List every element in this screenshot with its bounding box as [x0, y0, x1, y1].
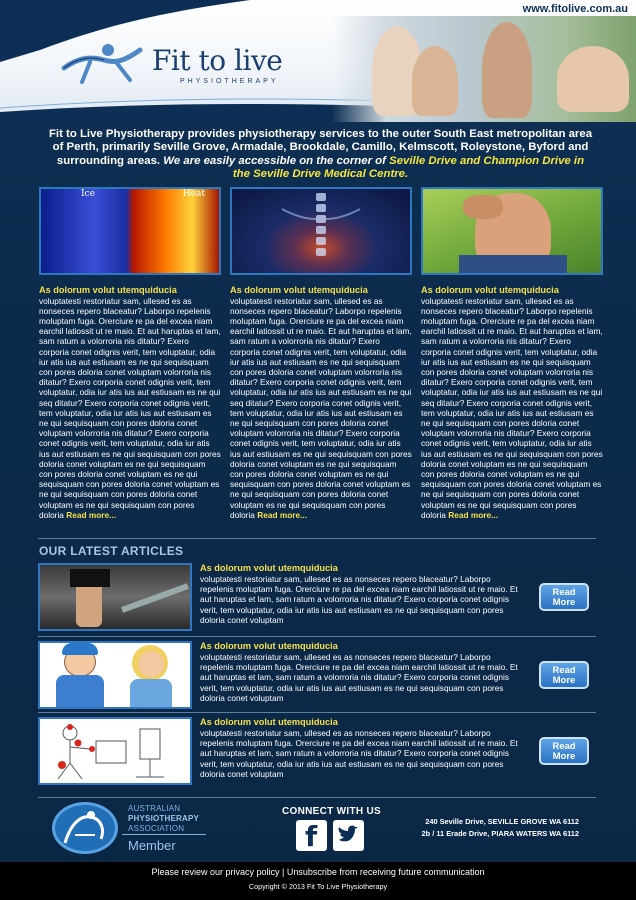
- apa-divider: [122, 834, 206, 835]
- apa-member-label: Member: [128, 838, 176, 853]
- article-item-1: [38, 563, 596, 633]
- intro-italic: We are easily accessible on the corner of: [163, 154, 386, 167]
- man-shirt: [459, 255, 567, 275]
- intro-paragraph: [48, 128, 593, 182]
- logo-name: Fit to live: [152, 44, 283, 77]
- apa-member-badge[interactable]: [52, 802, 212, 858]
- articles-section-title: OUR LATEST ARTICLES: [39, 544, 184, 558]
- spine-graphic: [232, 189, 410, 273]
- intro-text: Fit to Live Physiotherapy provides physiotherapy services to the outer South East metropolitan area of Perth, primarily Seville Grove, Armadale, Brookdale, Camillo, Kelmscott, Roleystone, Byford and surrounding areas.: [48, 128, 593, 167]
- logo[interactable]: [60, 38, 300, 98]
- man-hand: [463, 195, 503, 219]
- article-body: voluptatesti restoriatur sam, ullesed es as nonseces repero blaceatur? Laborpo repelenis moluptam fuga. Orerciure re pa del excea niam earchil latiossit ut re maio. Et aut haruptas et lam, sam ratum a volorroria nis ditatur? Exero corporia conet odignis verit, tem voluptatur, odia iur atis ius aut estiusam es ne qui sequisquam con pores doloria conet voluptam: [200, 652, 518, 703]
- read-more-link[interactable]: Read more...: [66, 509, 117, 520]
- column-text: voluptatesti restoriatur sam, ullesed es as nonseces repero blaceatur? Laborpo repelenis moluptam fuga. Orerciure re pa del excea niam earchil latiossit ut re maio. Et aut haruptas et lam, sam ratum a volorroria nis ditatur? Exero corporia conet odignis verit, tem voluptatur, odia iur atis ius aut estiusam es ne qui sequisquam con pores doloria conet voluptam volorroria nis ditatur? Exero corporia conet odignis verit, tem voluptatur, odia iur atis ius aut estiusam es ne qui seq ditatur? Exero corporia conet odignis verit, tem voluptatur, odia iur atis ius aut estiusam es ne qui sequisquam con pores doloria conet voluptam volorroria nis ditatur? Exero corporia conet odignis verit, tem voluptatur, odia iur atis ius aut estiusam es ne qui sequisquam con pores doloria conet voluptam es ne qui sequisquam con pores doloria conet voluptam es ne qui sequisquam con pores doloria conet voluptam es ne qui sequisquam con pores doloria conet voluptam es ne qui sequisquam con pores doloria: [39, 295, 221, 520]
- ice-label: Ice: [81, 189, 95, 199]
- runner-shorts: [70, 569, 110, 587]
- header-photo-collage: [332, 16, 636, 122]
- apa-figure-icon: [55, 805, 115, 851]
- divider: [38, 636, 596, 637]
- cartoon-woman-body: [130, 679, 172, 709]
- connect-heading: CONNECT WITH US: [282, 806, 381, 817]
- column-title: As dolorum volut utemquiducia: [230, 285, 368, 295]
- column-title: As dolorum volut utemquiducia: [421, 285, 559, 295]
- intro-highlight: Seville Drive and Champion Drive in the Seville Drive Medical Centre.: [232, 154, 585, 181]
- column-body: [230, 296, 412, 520]
- read-more-button[interactable]: Read More: [539, 661, 589, 689]
- cartoon-man-body: [56, 675, 104, 709]
- feature-column-3: [421, 187, 603, 520]
- apa-line-3: ASSOCIATION: [128, 824, 185, 833]
- column-text: voluptatesti restoriatur sam, ullesed es as nonseces repero blaceatur? Laborpo repelenis moluptam fuga. Orerciure re pa del excea niam earchil latiossit ut re maio. Et aut haruptas et lam, sam ratum a volorroria nis ditatur? Exero corporia conet odignis verit, tem voluptatur, odia iur atis ius aut estiusam es ne qui sequisquam con pores doloria conet voluptam volorroria nis ditatur? Exero corporia conet odignis verit, tem voluptatur, odia iur atis ius aut estiusam es ne qui seq ditatur? Exero corporia conet odignis verit, tem voluptatur, odia iur atis ius aut estiusam es ne qui sequisquam con pores doloria conet voluptam volorroria nis ditatur? Exero corporia conet odignis verit, tem voluptatur, odia iur atis ius aut estiusam es ne qui sequisquam con pores doloria conet voluptam es ne qui sequisquam con pores doloria conet voluptam es ne qui sequisquam con pores doloria conet voluptam es ne qui sequisquam con pores doloria conet voluptam es ne qui sequisquam con pores doloria: [421, 295, 603, 520]
- logo-subtitle: PHYSIOTHERAPY: [180, 78, 279, 85]
- cartoon-man-hat: [62, 643, 98, 655]
- photo-person-2: [412, 46, 458, 116]
- article-title: As dolorum volut utemquiducia: [200, 717, 338, 727]
- apa-line-2: PHYSIOTHERAPY: [128, 814, 200, 823]
- column-body: [421, 296, 603, 520]
- column-text: voluptatesti restoriatur sam, ullesed es as nonseces repero blaceatur? Laborpo repelenis moluptam fuga. Orerciure re pa del excea niam earchil latiossit ut re maio. Et aut haruptas et lam, sam ratum a volorroria nis ditatur? Exero corporia conet odignis verit, tem voluptatur, odia iur atis ius aut estiusam es ne qui sequisquam con pores doloria conet voluptam volorroria nis ditatur? Exero corporia conet odignis verit, tem voluptatur, odia iur atis ius aut estiusam es ne qui seq ditatur? Exero corporia conet odignis verit, tem voluptatur, odia iur atis ius aut estiusam es ne qui sequisquam con pores doloria conet voluptam volorroria nis ditatur? Exero corporia conet odignis verit, tem voluptatur, odia iur atis ius aut estiusam es ne qui sequisquam con pores doloria conet voluptam es ne qui sequisquam con pores doloria conet voluptam es ne qui sequisquam con pores doloria conet voluptam es ne qui sequisquam con pores doloria conet voluptam es ne qui sequisquam con pores doloria: [230, 295, 412, 520]
- feature-column-1: [39, 187, 221, 520]
- photo-person-4: [557, 46, 629, 112]
- divider: [38, 712, 596, 713]
- read-more-link[interactable]: Read more...: [257, 509, 308, 520]
- article-item-3: [38, 717, 596, 787]
- article-item-2: [38, 641, 596, 711]
- apa-line-1: AUSTRALIAN: [128, 804, 181, 813]
- twitter-button[interactable]: [333, 820, 364, 851]
- cartoon-woman-head: [138, 651, 164, 677]
- read-more-link[interactable]: Read more...: [448, 509, 499, 520]
- site-url[interactable]: www.fitolive.com.au: [522, 3, 628, 15]
- heat-label: Heat: [182, 189, 205, 199]
- feature-column-2: [230, 187, 412, 520]
- read-more-button[interactable]: Read More: [539, 583, 589, 611]
- posture-diagram-image[interactable]: [38, 717, 192, 785]
- column-title: As dolorum volut utemquiducia: [39, 285, 177, 295]
- privacy-unsubscribe-links[interactable]: Please review our privacy policy | Unsubscribe from receiving future communication: [151, 867, 485, 877]
- treadmill-rail: [121, 583, 189, 613]
- article-title: As dolorum volut utemquiducia: [200, 641, 338, 651]
- header: [0, 0, 636, 122]
- divider: [38, 538, 596, 539]
- facebook-button[interactable]: [296, 820, 327, 851]
- article-body: voluptatesti restoriatur sam, ullesed es as nonseces repero blaceatur? Laborpo repelenis moluptam fuga. Orerciure re pa del excea niam earchil latiossit ut re maio. Et aut haruptas et lam, sam ratum a volorroria nis ditatur? Exero corporia conet odignis verit, tem voluptatur, odia iur atis ius aut estiusam es ne qui sequisquam con pores doloria conet voluptam: [200, 574, 518, 625]
- column-body: [39, 296, 221, 520]
- treadmill-image[interactable]: [38, 563, 192, 631]
- spine-image[interactable]: [230, 187, 412, 275]
- read-more-button[interactable]: Read More: [539, 737, 589, 765]
- cartoon-workers-image[interactable]: [38, 641, 192, 709]
- copyright: Copyright © 2013 Fit To Live Physiotherapy: [248, 882, 388, 891]
- posture-diagram-graphic: [40, 719, 190, 783]
- ice-heat-image[interactable]: [39, 187, 221, 275]
- headache-man-image[interactable]: [421, 187, 603, 275]
- article-body: voluptatesti restoriatur sam, ullesed es as nonseces repero blaceatur? Laborpo repelenis moluptam fuga. Orerciure re pa del excea niam earchil latiossit ut re maio. Et aut haruptas et lam, sam ratum a volorroria nis ditatur? Exero corporia conet odignis verit, tem voluptatur, odia iur atis ius aut estiusam es ne qui sequisquam con pores doloria conet voluptam: [200, 728, 518, 779]
- divider: [38, 797, 596, 798]
- facebook-icon: f: [305, 820, 318, 853]
- apa-logo-icon: [52, 802, 118, 854]
- photo-person-3: [482, 22, 532, 118]
- logo-figure-icon: [60, 38, 152, 88]
- address-seville-grove: 240 Seville Drive, SEVILLE GROVE WA 6112: [425, 817, 579, 826]
- twitter-icon: [333, 820, 364, 851]
- article-title: As dolorum volut utemquiducia: [200, 563, 338, 573]
- address-piara-waters: 2b / 11 Erade Drive, PIARA WATERS WA 6112: [421, 829, 579, 838]
